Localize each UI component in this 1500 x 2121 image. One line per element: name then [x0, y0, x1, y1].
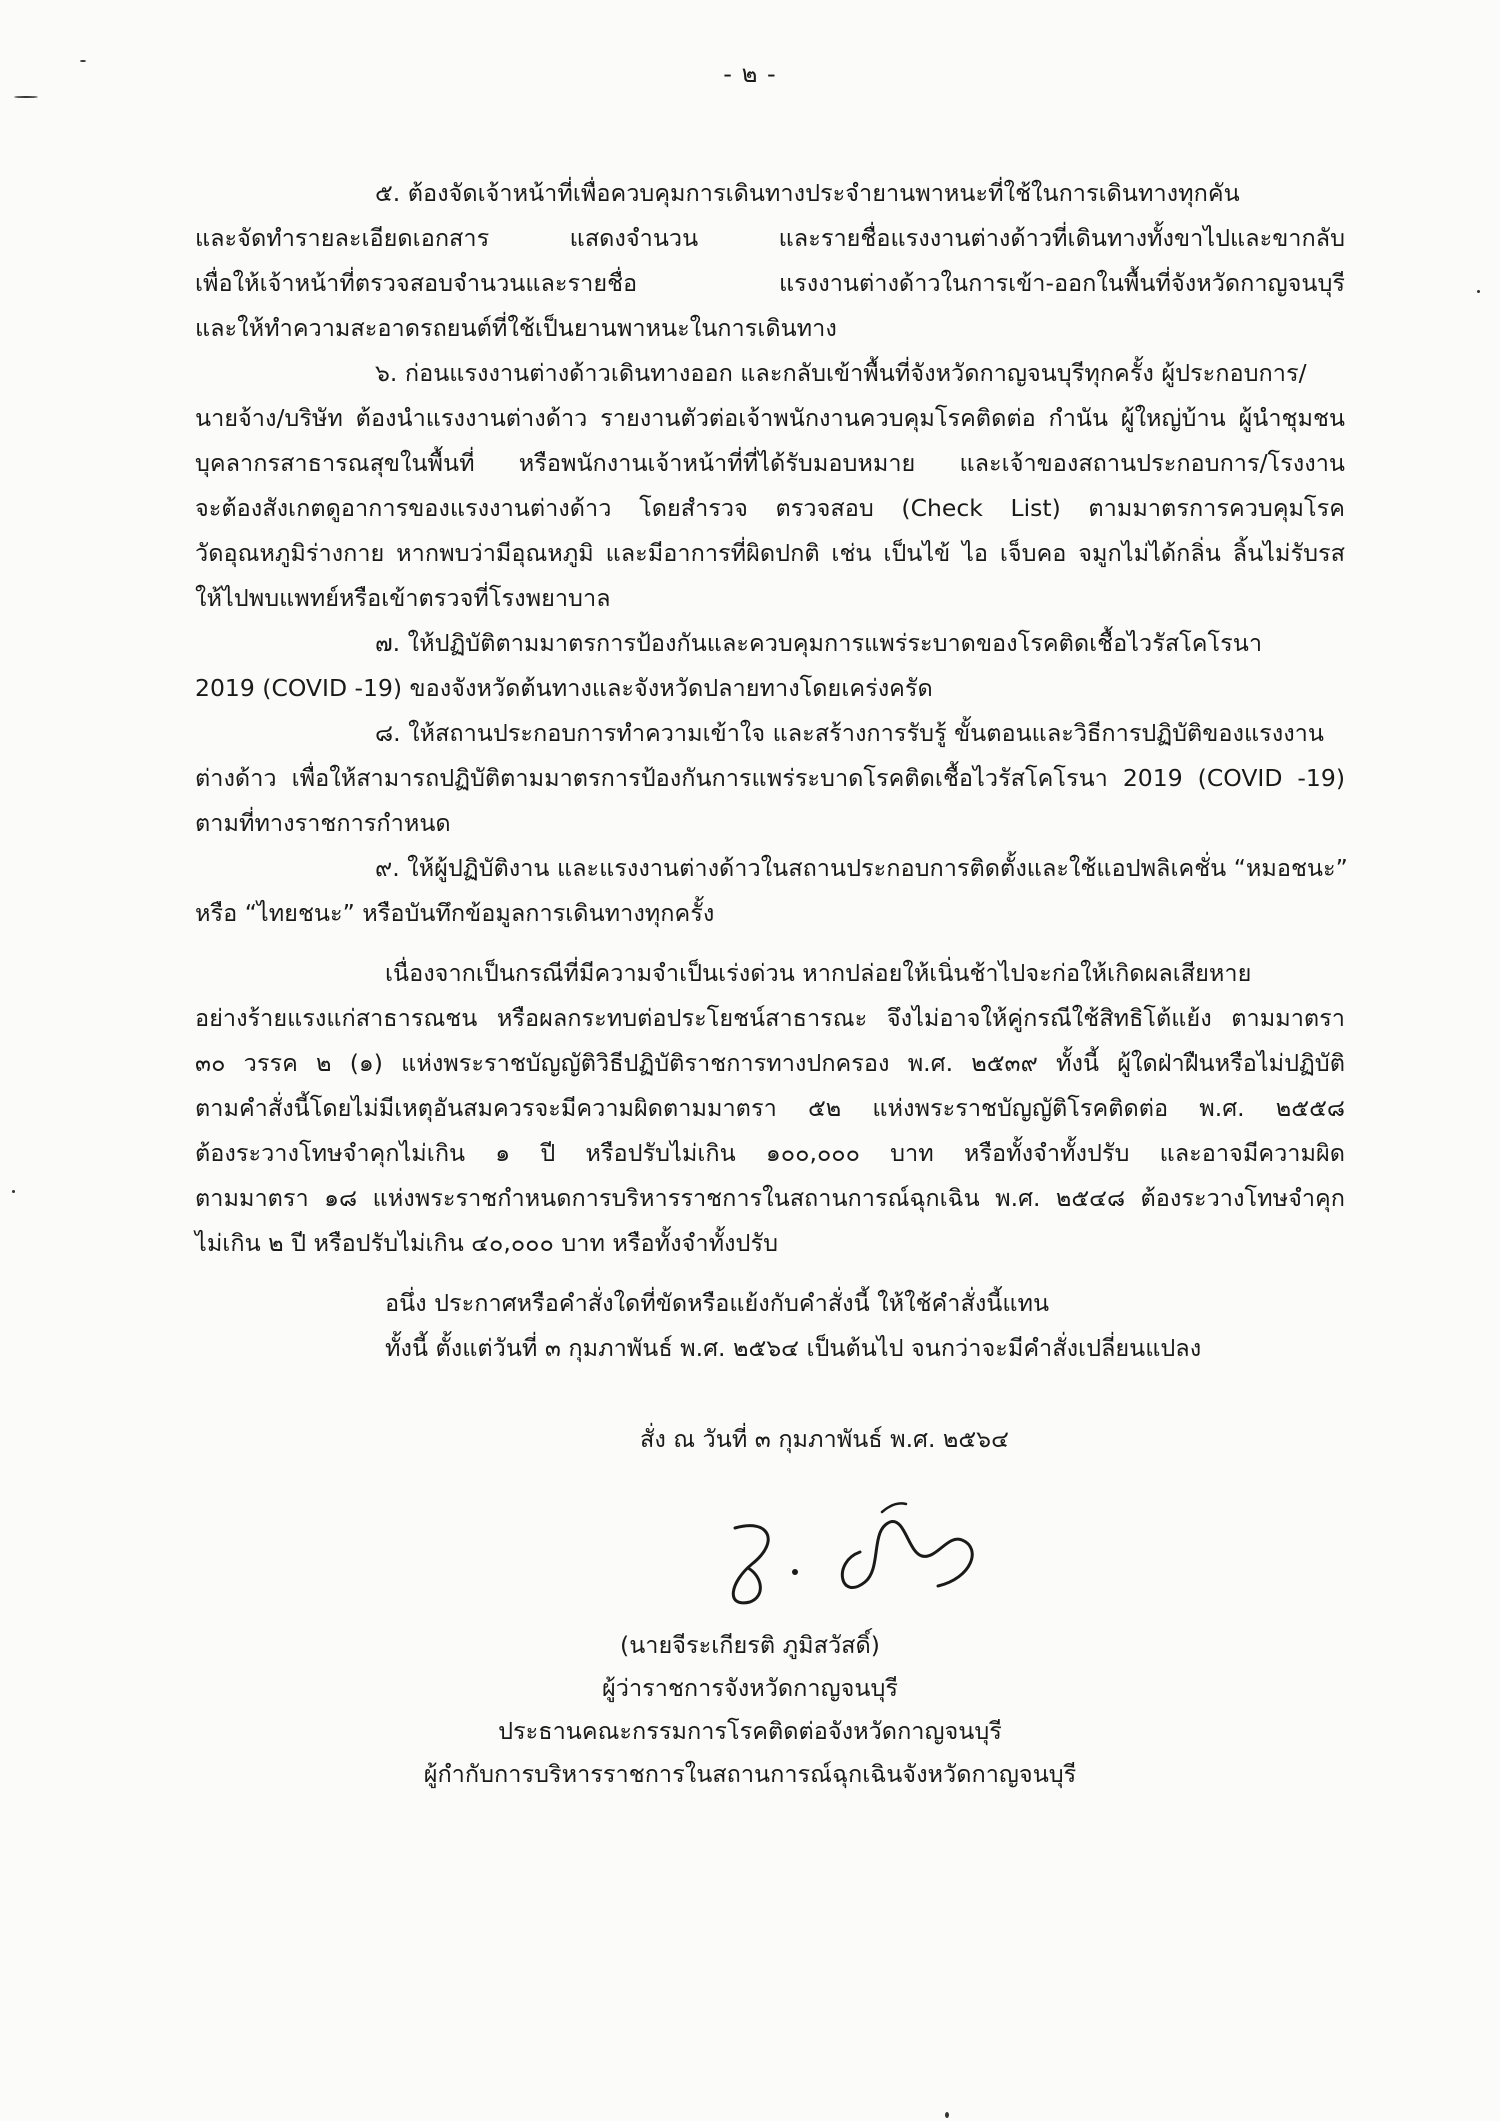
- signatory-name: (นายจีระเกียรติ ภูมิสวัสดิ์): [620, 1631, 880, 1659]
- item-9-line-2: หรือ “ไทยชนะ” หรือบันทึกข้อมูลการเดินทางทุกครั้ง: [195, 899, 715, 927]
- item-6-line-1: ๖. ก่อนแรงงานต่างด้าวเดินทางออก และกลับเข้าพื้นที่จังหวัดกาญจนบุรีทุกครั้ง ผู้ประกอบการ/: [375, 359, 1307, 387]
- scan-speck: [80, 60, 86, 62]
- signatory-title-1: ผู้ว่าราชการจังหวัดกาญจนบุรี: [602, 1674, 898, 1702]
- item-8-line-1: ๘. ให้สถานประกอบการทำความเข้าใจ และสร้างการรับรู้ ขั้นตอนและวิธีการปฏิบัติของแรงงาน: [375, 719, 1324, 747]
- legal-line-7: ไม่เกิน ๒ ปี หรือปรับไม่เกิน ๔๐,๐๐๐ บาท หรือทั้งจำทั้งปรับ: [195, 1229, 778, 1257]
- override-line: อนึ่ง ประกาศหรือคำสั่งใดที่ขัดหรือแย้งกับคำสั่งนี้ ให้ใช้คำสั่งนี้แทน: [385, 1289, 1050, 1317]
- legal-line-6: ตามมาตรา ๑๘ แห่งพระราชกำหนดการบริหารราชการในสถานการณ์ฉุกเฉิน พ.ศ. ๒๕๔๘ ต้องระวางโทษจำคุก: [195, 1184, 1345, 1212]
- scan-speck: [12, 1190, 15, 1193]
- item-5-line-2: และจัดทำรายละเอียดเอกสาร แสดงจำนวน และรายชื่อแรงงานต่างด้าวที่เดินทางทั้งขาไปและขากลับ: [195, 224, 1345, 252]
- item-5-line-3: เพื่อให้เจ้าหน้าที่ตรวจสอบจำนวนและรายชื่อ แรงงานต่างด้าวในการเข้า-ออกในพื้นที่จังหวัดกาญจนบุรี: [195, 269, 1345, 297]
- item-5-line-4: และให้ทำความสะอาดรถยนต์ที่ใช้เป็นยานพาหนะในการเดินทาง: [195, 314, 837, 342]
- effective-line: ทั้งนี้ ตั้งแต่วันที่ ๓ กุมภาพันธ์ พ.ศ. ๒๕๖๔ เป็นต้นไป จนกว่าจะมีคำสั่งเปลี่ยนแปลง: [385, 1334, 1202, 1362]
- handwritten-signature: [700, 1490, 1000, 1620]
- legal-line-3: ๓๐ วรรค ๒ (๑) แห่งพระราชบัญญัติวิธีปฏิบัติราชการทางปกครอง พ.ศ. ๒๕๓๙ ทั้งนี้ ผู้ใดฝ่าฝืนหรือไม่ปฏิบัติ: [195, 1049, 1345, 1077]
- scan-speck: [1477, 290, 1480, 293]
- signatory-title-3: ผู้กำกับการบริหารราชการในสถานการณ์ฉุกเฉินจังหวัดกาญจนบุรี: [423, 1760, 1077, 1788]
- item-6-line-5: วัดอุณหภูมิร่างกาย หากพบว่ามีอุณหภูมิ และมีอาการที่ผิดปกติ เช่น เป็นไข้ ไอ เจ็บคอ จมูกไม่ได้กลิ่น ลิ้นไม่รับรส: [195, 539, 1345, 567]
- item-9-line-1: ๙. ให้ผู้ปฏิบัติงาน และแรงงานต่างด้าวในสถานประกอบการติดตั้งและใช้แอปพลิเคชั่น “หมอชนะ”: [375, 854, 1348, 882]
- item-6-line-3: บุคลากรสาธารณสุขในพื้นที่ หรือพนักงานเจ้าหน้าที่ที่ได้รับมอบหมาย และเจ้าของสถานประกอบการ/โรงงาน: [195, 449, 1345, 477]
- scan-speck: [945, 2112, 949, 2118]
- item-8-line-2: ต่างด้าว เพื่อให้สามารถปฏิบัติตามมาตรการป้องกันการแพร่ระบาดโรคติดเชื้อไวรัสโคโรนา 2019 (COVID -19): [195, 764, 1345, 792]
- legal-line-4: ตามคำสั่งนี้โดยไม่มีเหตุอันสมควรจะมีความผิดตามมาตรา ๕๒ แห่งพระราชบัญญัติโรคติดต่อ พ.ศ. ๒๕๕๘: [195, 1094, 1345, 1122]
- scan-speck: [14, 96, 38, 98]
- signing-date: สั่ง ณ วันที่ ๓ กุมภาพันธ์ พ.ศ. ๒๕๖๔: [640, 1425, 1009, 1453]
- item-7-line-1: ๗. ให้ปฏิบัติตามมาตรการป้องกันและควบคุมการแพร่ระบาดของโรคติดเชื้อไวรัสโคโรนา: [375, 629, 1263, 657]
- item-5-line-1: ๕. ต้องจัดเจ้าหน้าที่เพื่อควบคุมการเดินทางประจำยานพาหนะที่ใช้ในการเดินทางทุกคัน: [375, 179, 1240, 207]
- item-8-line-3: ตามที่ทางราชการกำหนด: [195, 809, 451, 837]
- item-6-line-4: จะต้องสังเกตดูอาการของแรงงานต่างด้าว โดยสำรวจ ตรวจสอบ (Check List) ตามมาตรการควบคุมโรค: [195, 494, 1345, 522]
- signatory-title-2: ประธานคณะกรรมการโรคติดต่อจังหวัดกาญจนบุรี: [498, 1717, 1002, 1745]
- item-7-line-2: 2019 (COVID -19) ของจังหวัดต้นทางและจังหวัดปลายทางโดยเคร่งครัด: [195, 674, 933, 702]
- page-number: - ๒ -: [723, 60, 777, 88]
- item-6-line-6: ให้ไปพบแพทย์หรือเข้าตรวจที่โรงพยาบาล: [195, 584, 611, 612]
- legal-line-2: อย่างร้ายแรงแก่สาธารณชน หรือผลกระทบต่อประโยชน์สาธารณะ จึงไม่อาจให้คู่กรณีใช้สิทธิโต้แย้ง ตามมาตรา: [195, 1004, 1345, 1032]
- item-6-line-2: นายจ้าง/บริษัท ต้องนำแรงงานต่างด้าว รายงานตัวต่อเจ้าพนักงานควบคุมโรคติดต่อ กำนัน ผู้ใหญ่บ้าน ผู้นำชุมชน: [195, 404, 1345, 432]
- legal-line-5: ต้องระวางโทษจำคุกไม่เกิน ๑ ปี หรือปรับไม่เกิน ๑๐๐,๐๐๐ บาท หรือทั้งจำทั้งปรับ และอาจมีความผิด: [195, 1139, 1345, 1167]
- legal-line-1: เนื่องจากเป็นกรณีที่มีความจำเป็นเร่งด่วน หากปล่อยให้เนิ่นช้าไปจะก่อให้เกิดผลเสียหาย: [385, 959, 1252, 987]
